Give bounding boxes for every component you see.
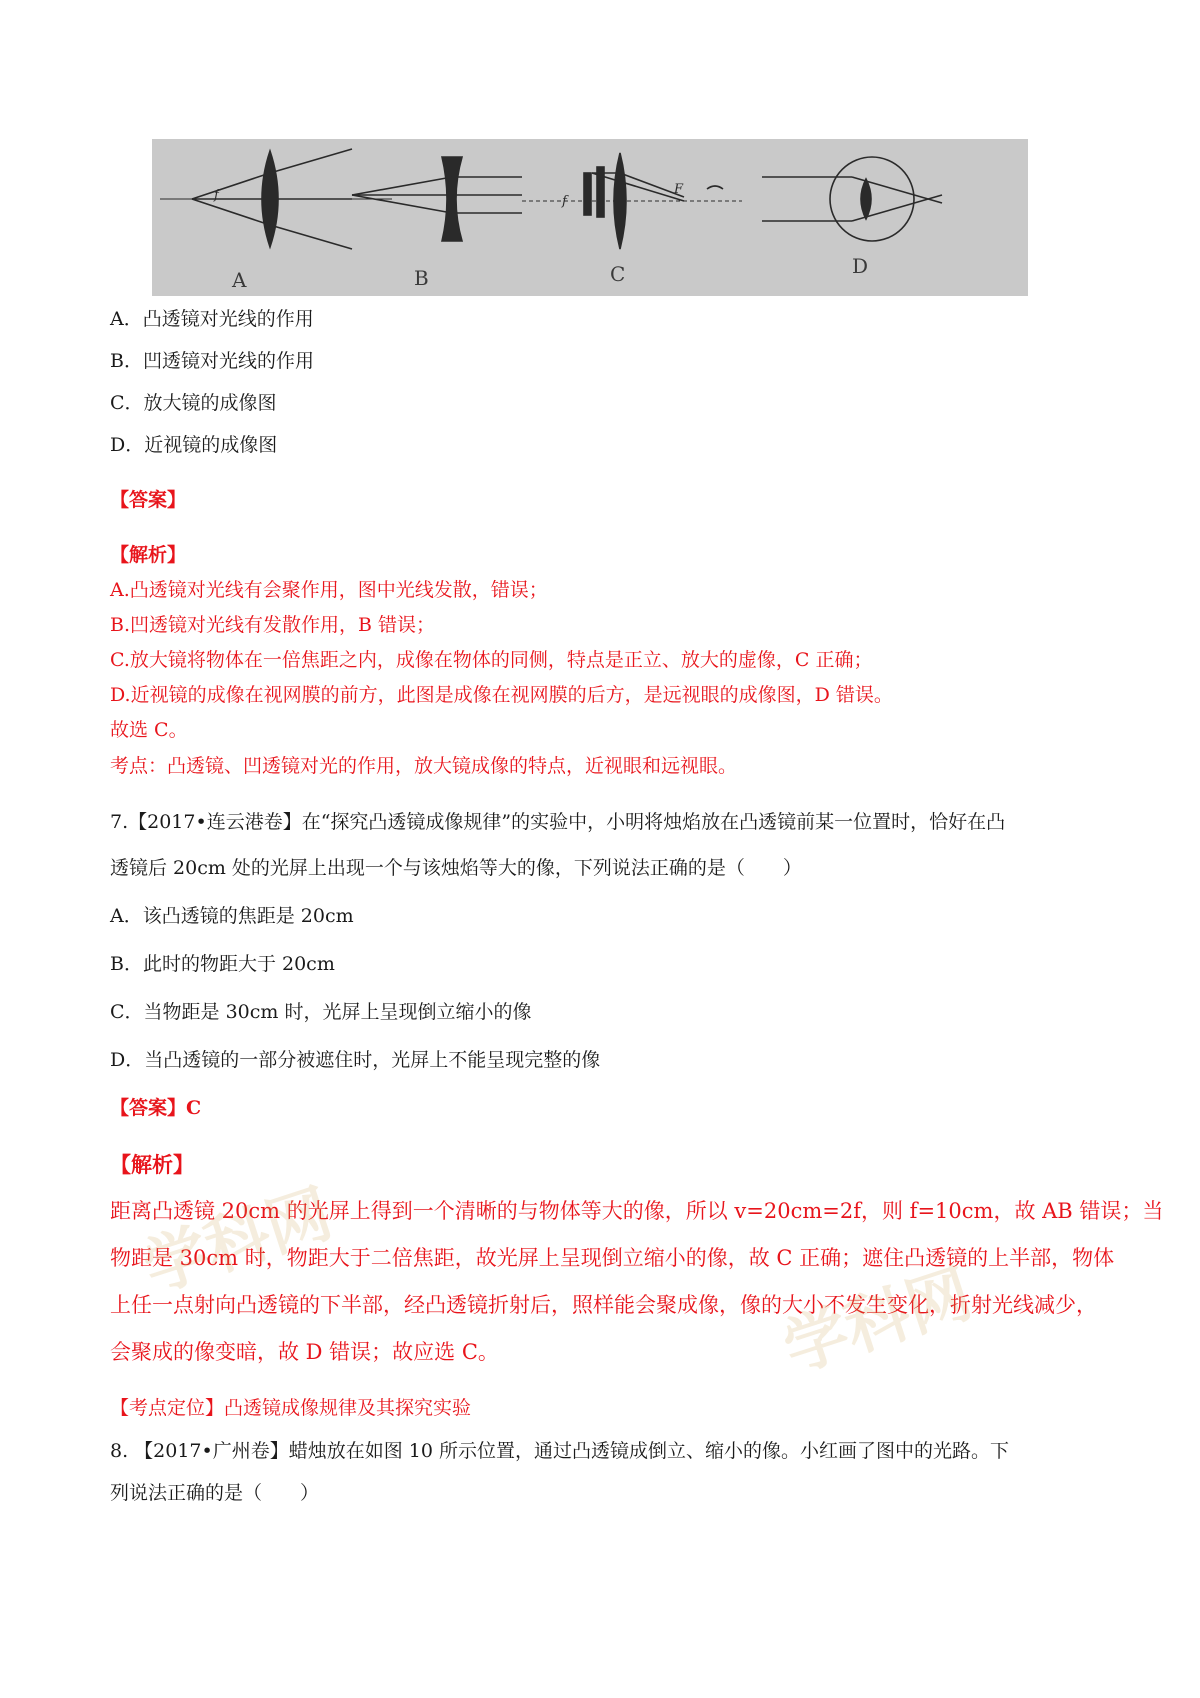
watermark-logo: 学科网 [135,1176,341,1307]
q7-option-b: B．此时的物距大于 20cm [110,953,335,975]
q6-analysis-line: D.近视镜的成像在视网膜的前方，此图是成像在视网膜的后方，是远视眼的成像图，D 错误。 [110,684,893,706]
q8-stem-line-2: 列说法正确的是（ ） [110,1482,320,1504]
label-d: D [852,254,869,278]
q7-analysis-line: 上任一点射向凸透镜的下半部，经凸透镜折射后，照样能会聚成像，像的大小不发生变化，折射光线减少， [110,1293,1097,1317]
q6-option-c: C．放大镜的成像图 [110,392,277,414]
q7-option-c: C．当物距是 30cm 时，光屏上呈现倒立缩小的像 [110,1001,532,1023]
q7-stem-line-1: 7.【2017•连云港卷】在“探究凸透镜成像规律”的实验中，小明将烛焰放在凸透镜前某一位置时，恰好在凸 [110,811,1006,833]
q7-stem-line-2: 透镜后 20cm 处的光屏上出现一个与该烛焰等大的像，下列说法正确的是（ ） [110,857,802,879]
mark-big-f-c: F [674,182,684,197]
q8-stem-line-1: 8. 【2017•广州卷】蜡烛放在如图 10 所示位置，通过凸透镜成倒立、缩小的像。小红画了图中的光路。下 [110,1440,1009,1462]
mark-f-a: f [214,188,219,203]
q6-analysis-label: 【解析】 [110,544,187,566]
q7-kaodian: 【考点定位】凸透镜成像规律及其探究实验 [110,1397,472,1419]
q7-analysis-line: 物距是 30cm 时，物距大于二倍焦距，故光屏上呈现倒立缩小的像，故 C 正确；遮住凸透镜的上半部，物体 [110,1246,1115,1270]
q6-option-a: A．凸透镜对光线的作用 [110,308,314,330]
q7-analysis-label: 【解析】 [110,1152,194,1177]
q6-conclusion: 故选 C。 [110,719,188,741]
q6-option-d: D．近视镜的成像图 [110,434,278,456]
label-b: B [414,266,429,290]
q7-answer: 【答案】C [110,1097,202,1119]
q6-kaodian: 考点：凸透镜、凹透镜对光的作用，放大镜成像的特点，近视眼和远视眼。 [110,755,738,777]
mark-f-c: f [562,194,567,209]
q7-option-d: D．当凸透镜的一部分被遮住时，光屏上不能呈现完整的像 [110,1049,601,1071]
q6-analysis-line: B.凹透镜对光线有发散作用，B 错误； [110,614,436,636]
lens-diagrams-figure [152,139,1028,296]
q6-answer-label: 【答案】 [110,489,187,511]
q6-analysis-line: C.放大镜将物体在一倍焦距之内，成像在物体的同侧，特点是正立、放大的虚像，C 正确； [110,649,873,671]
label-a: A [232,268,247,292]
q7-analysis-line: 距离凸透镜 20cm 的光屏上得到一个清晰的与物体等大的像，所以 v=20cm=2f，则 f=10cm，故 AB 错误；当 [110,1199,1164,1223]
q7-option-a: A．该凸透镜的焦距是 20cm [110,905,354,927]
q6-analysis-line: A.凸透镜对光线有会聚作用，图中光线发散，错误； [110,579,548,601]
watermark-logo: 学科网 [775,1256,981,1387]
q7-analysis-line: 会聚成的像变暗，故 D 错误；故应选 C。 [110,1340,499,1364]
q6-option-b: B．凹透镜对光线的作用 [110,350,314,372]
label-c: C [610,262,626,286]
